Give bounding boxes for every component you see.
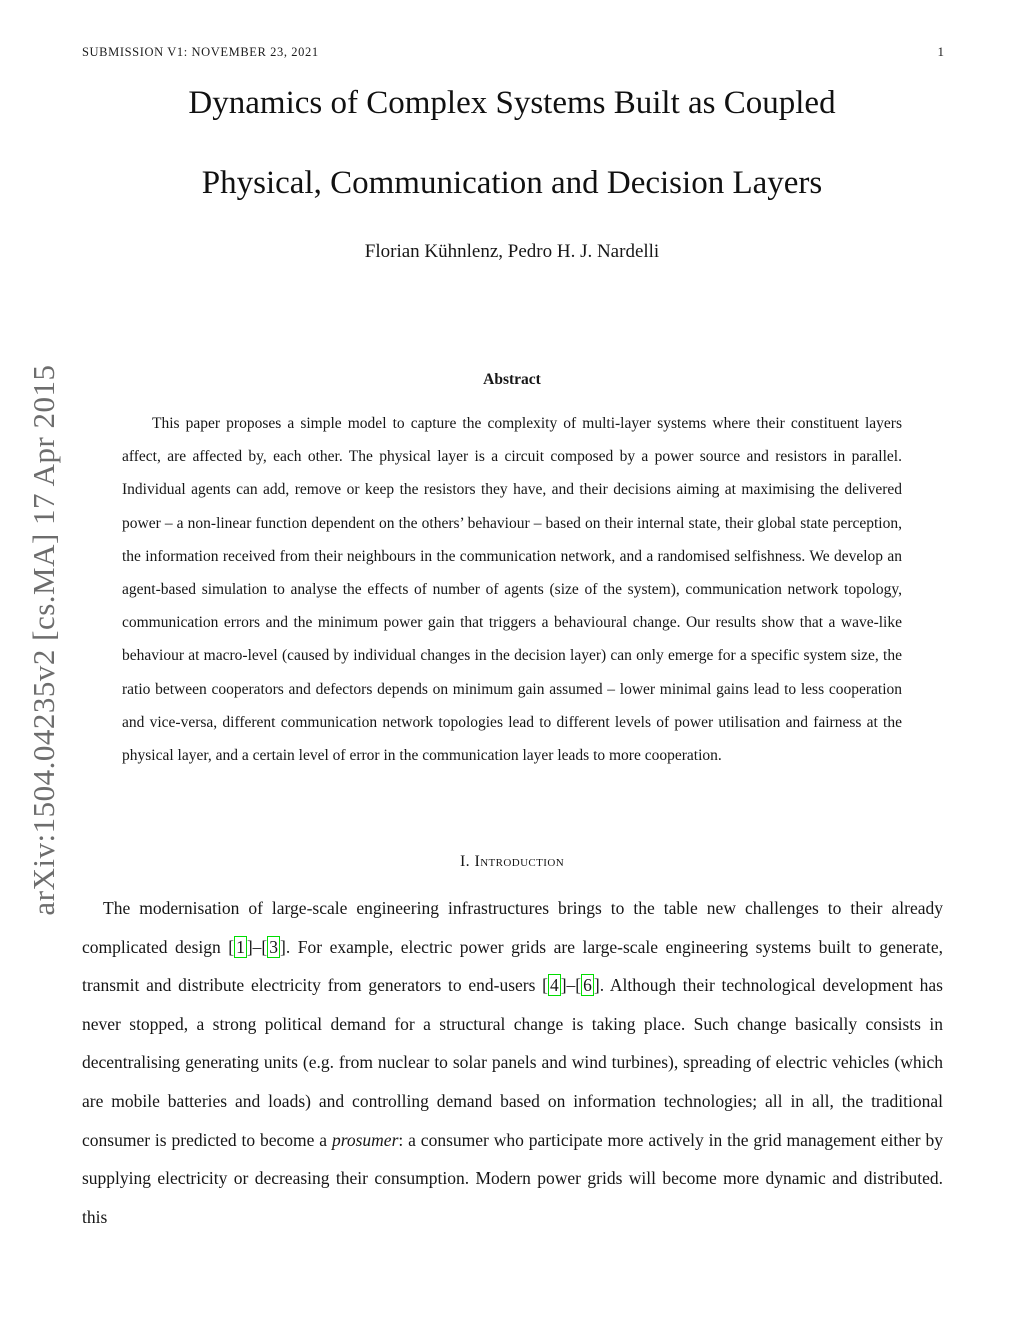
paper-title-line-2: Physical, Communication and Decision Layers [201, 165, 823, 201]
page-number: 1 [937, 44, 944, 59]
paper-title-line-1: Dynamics of Complex Systems Built as Coupled [188, 85, 836, 121]
running-header [82, 44, 944, 60]
citation-link[interactable]: 1 [236, 936, 245, 957]
paper-title [0, 63, 1024, 223]
arxiv-watermark: arXiv:1504.04235v2 [cs.MA] 17 Apr 2015 [26, 364, 61, 916]
abstract-text: This paper proposes a simple model to capture the complexity of multi-layer systems where their constituent layers affect, are affected by, each other. The physical layer is a circuit composed by a power source and resistors in parallel. Individual agents can add, remove or keep the resistors they have, and their decisions aiming at maximising the delivered power – a non-linear function dependent on the others’ behaviour – based on their internal state, their global state perception, the information received from their neighbours in the communication network, and a randomised selfishness. We develop an agent-based simulation to analyse the effects of number of agents (size of the system), communication network topology, communication errors and the minimum power gain that triggers a behavioural change. Our results show that a wave-like behaviour at macro-level (caused by individual changes in the decision layer) can only emerge for a specific system size, the ratio between cooperators and defectors depends on minimum gain assumed – lower minimal gains lead to less cooperation and vice-versa, different communication network topologies lead to different levels of power utilisation and fairness at the physical layer, and a certain level of error in the communication layer leads to more cooperation. [122, 415, 902, 765]
author-line: Florian Kühnlenz, Pedro H. J. Nardelli [364, 241, 660, 262]
citation-link[interactable]: 4 [549, 975, 559, 996]
introduction-paragraph: The modernisation of large-scale engineering infrastructures brings to the table new challenges to their already complicated design [ 1 ]–[ 3 ]. For example, electric power grids are large-scale engineering systems built to generate, transmit and distribute electricity from generators to end-users [ 4 ]–[ 6 ]. Although their technological development has never stopped, a strong political demand for a structural change is taking place. Such change basically consists in decentralising generating units (e.g. from nuclear to solar panels and wind turbines), spreading of electric vehicles (which are mobile batteries and loads) and controlling demand based on information technologies; all in all, the traditional consumer is predicted to become a prosumer: a consumer who participate more actively in the grid management either by supplying electricity or decreasing their consumption. Modern power grids will become more dynamic and distributed. this [82, 898, 943, 1227]
submission-header-text: SUBMISSION V1: NOVEMBER 23, 2021 [82, 45, 319, 59]
citation-link[interactable]: 3 [269, 936, 279, 957]
abstract-heading: Abstract [483, 371, 541, 388]
section-heading-introduction: I. Introduction [459, 853, 565, 870]
emphasized-term: prosumer [331, 1129, 399, 1150]
citation-link[interactable]: 6 [583, 975, 592, 996]
